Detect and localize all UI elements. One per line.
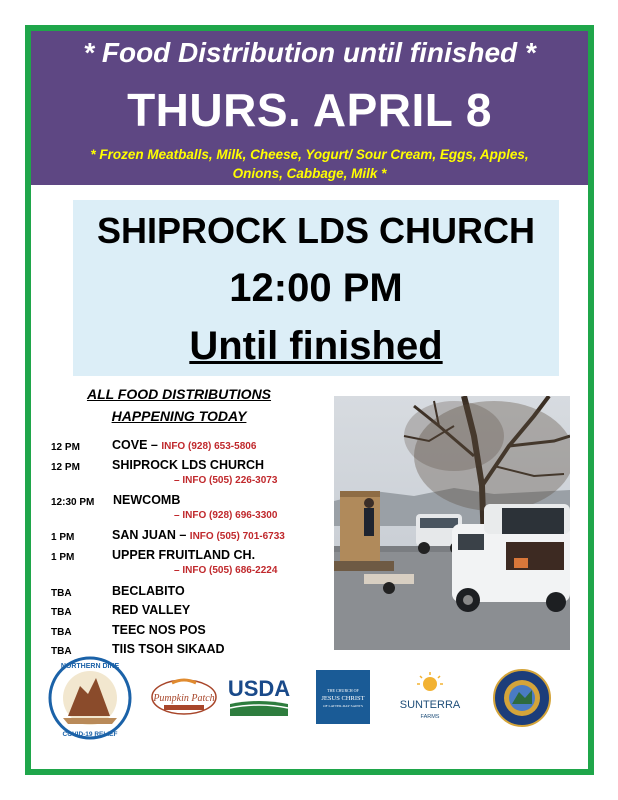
sunterra-logo xyxy=(398,670,462,726)
svg-text:COVID-19 RELIEF: COVID-19 RELIEF xyxy=(62,731,118,738)
row-name: TEEC NOS POS xyxy=(112,623,206,637)
venue-time: 12:00 PM xyxy=(229,266,403,310)
distribution-photo xyxy=(334,396,570,650)
row-name: BECLABITO xyxy=(112,584,185,598)
row-time: TBA xyxy=(51,607,72,618)
row-time: TBA xyxy=(51,627,72,638)
row-time: 1 PM xyxy=(51,532,75,543)
pumpkin-patch-logo xyxy=(150,675,218,719)
row-name: TIIS TSOH SIKAAD xyxy=(112,642,225,656)
svg-text:FARMS: FARMS xyxy=(420,714,440,720)
venue-box xyxy=(73,200,559,376)
row-info: – INFO (928) 696-3300 xyxy=(174,510,278,521)
county-seal-logo xyxy=(492,668,552,728)
row-name: RED VALLEY xyxy=(112,603,191,617)
venue-name: SHIPROCK LDS CHURCH xyxy=(96,210,535,251)
header-banner xyxy=(31,31,588,185)
row-name: SHIPROCK LDS CHURCH xyxy=(112,458,265,472)
row-info: – INFO (505) 226-3073 xyxy=(174,475,278,486)
row-time: 12 PM xyxy=(51,462,80,473)
svg-text:SUNTERRA: SUNTERRA xyxy=(399,699,461,711)
banner-items-line-1: * Frozen Meatballs, Milk, Cheese, Yogurt/ Sour Cream, Eggs, Apples, xyxy=(90,147,529,162)
row-info: INFO (928) 653-5806 xyxy=(161,441,257,452)
row-time: TBA xyxy=(51,588,72,599)
svg-text:OF LATTER-DAY SAINTS: OF LATTER-DAY SAINTS xyxy=(323,704,363,708)
row-time: TBA xyxy=(51,646,72,657)
svg-text:USDA: USDA xyxy=(228,676,290,701)
banner-date: THURS. APRIL 8 xyxy=(127,84,492,136)
banner-subtitle: * Food Distribution until finished * xyxy=(83,37,536,68)
schedule-heading-2: HAPPENING TODAY xyxy=(111,408,247,424)
row-name: UPPER FRUITLAND CH. xyxy=(112,548,256,562)
svg-text:NORTHERN DINE: NORTHERN DINE xyxy=(60,663,120,670)
row-info: INFO (505) 701-6733 xyxy=(189,531,285,542)
row-info: – INFO (505) 686-2224 xyxy=(174,565,278,576)
row-time: 12:30 PM xyxy=(51,497,95,508)
church-logo xyxy=(316,670,370,724)
row-name: SAN JUAN – INFO (505) 701-6733 xyxy=(112,528,285,542)
row-time: 12 PM xyxy=(51,442,80,453)
svg-text:Pumpkin Patch: Pumpkin Patch xyxy=(153,693,215,704)
venue-until: Until finished xyxy=(189,324,443,368)
banner-items-line-2: Onions, Cabbage, Milk * xyxy=(232,166,387,181)
row-time: 1 PM xyxy=(51,552,75,563)
ndcre-seal-logo xyxy=(40,656,140,740)
row-name: COVE – INFO (928) 653-5806 xyxy=(112,438,257,452)
svg-text:JESUS CHRIST: JESUS CHRIST xyxy=(321,695,365,702)
svg-text:THE CHURCH OF: THE CHURCH OF xyxy=(327,688,359,693)
row-name: NEWCOMB xyxy=(113,493,181,507)
usda-logo xyxy=(228,672,290,722)
schedule-heading-1: ALL FOOD DISTRIBUTIONS xyxy=(86,386,272,402)
banner-items xyxy=(47,145,572,183)
